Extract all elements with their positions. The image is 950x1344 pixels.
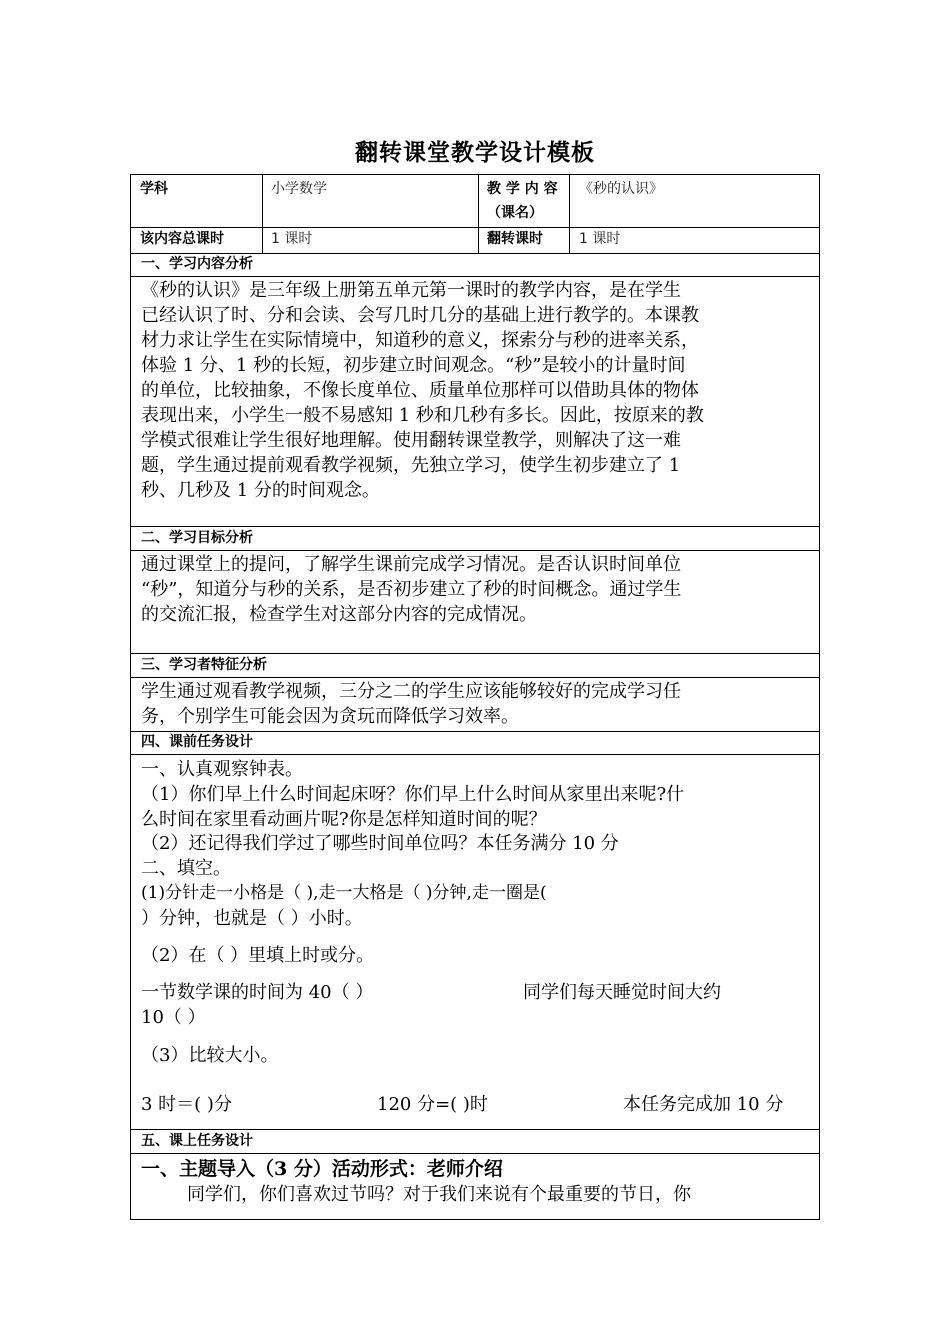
- row-divider: [131, 550, 819, 551]
- section-2-line: 的交流汇报，检查学生对这部分内容的完成情况。: [141, 604, 537, 625]
- row-divider: [131, 526, 819, 527]
- section-5-line: 同学们，你们喜欢过节吗？对于我们来说有个最重要的节日，你: [187, 1184, 691, 1205]
- task-score-note: 本任务完成加 10 分: [623, 1094, 784, 1115]
- section-1-line: 已经认识了时、分和会读、会写几时几分的基础上进行教学的。本课教: [141, 305, 699, 326]
- section-3-title: 三、学习者特征分析: [141, 657, 267, 673]
- fill-blank-line: （2）在（ ）里填上时或分。: [141, 945, 375, 966]
- section-4-title: 四、课前任务设计: [141, 734, 253, 750]
- task-line: （2）还记得我们学过了哪些时间单位吗？本任务满分 10 分: [141, 833, 619, 854]
- flip-hours-label: 翻转课时: [487, 231, 543, 247]
- row-divider: [131, 1129, 819, 1130]
- page-title: 翻转课堂教学设计模板: [355, 140, 595, 166]
- content-value: 《秒的认识》: [579, 181, 663, 197]
- col-divider: [262, 175, 263, 253]
- design-table: [130, 174, 820, 1220]
- section-1-line: 的单位，比较抽象，不像长度单位、质量单位那样可以借助具体的物体: [141, 380, 699, 401]
- fill-blank-line: 一节数学课的时间为 40（ ）: [141, 982, 374, 1003]
- section-3-line: 学生通过观看教学视频，三分之二的学生应该能够较好的完成学习任: [141, 681, 681, 702]
- total-hours-value: 1 课时: [271, 231, 313, 247]
- section-1-title: 一、学习内容分析: [141, 256, 253, 272]
- subject-value: 小学数学: [271, 181, 327, 197]
- section-3-line: 务，个别学生可能会因为贪玩而降低学习效率。: [141, 706, 519, 727]
- task-line: 么时间在家里看动画片呢?你是怎样知道时间的呢？: [141, 809, 547, 830]
- col-divider: [569, 175, 570, 253]
- content-label: 教 学 内 容: [487, 181, 558, 197]
- fill-blank-line: 10（ ）: [141, 1007, 206, 1028]
- section-1-line: 《秒的认识》是三年级上册第五单元第一课时的教学内容，是在学生: [141, 280, 681, 301]
- section-1-line: 体验 1 分、1 秒的长短，初步建立时间观念。“秒”是较小的计量时间: [141, 355, 686, 376]
- section-1-line: 秒、几秒及 1 分的时间观念。: [141, 480, 380, 501]
- task-line: 一、认真观察钟表。: [141, 759, 303, 780]
- subject-label: 学科: [140, 181, 168, 197]
- task-line: （1）你们早上什么时间起床呀？你们早上什么时间从家里出来呢?什: [141, 784, 685, 805]
- total-hours-label: 该内容总课时: [140, 231, 224, 247]
- section-1-line: 材力求让学生在实际情境中，知道秒的意义，探索分与秒的进率关系，: [141, 330, 699, 351]
- compare-title: （3）比较大小。: [141, 1045, 279, 1066]
- section-5-title: 五、课上任务设计: [141, 1133, 253, 1149]
- section-2-title: 二、学习目标分析: [141, 530, 253, 546]
- topic-heading: 一、主题导入（3 分）活动形式：老师介绍: [141, 1158, 503, 1180]
- col-divider: [478, 175, 479, 253]
- section-2-line: “秒”，知道分与秒的关系，是否初步建立了秒的时间概念。通过学生: [141, 579, 682, 600]
- row-divider: [131, 754, 819, 755]
- section-1-line: 学模式很难让学生很好地理解。使用翻转课堂教学，则解决了这一难: [141, 430, 681, 451]
- section-2-line: 通过课堂上的提问，了解学生课前完成学习情况。是否认识时间单位: [141, 554, 681, 575]
- fill-blank-line: ）分钟，也就是（ ）小时。: [141, 908, 363, 929]
- compare-line: 120 分=( )时: [377, 1094, 488, 1115]
- fill-blank-line: (1)分针走一小格是（ ),走一大格是（ )分钟,走一圈是(: [141, 883, 547, 903]
- row-divider: [131, 653, 819, 654]
- row-divider: [131, 227, 819, 228]
- flip-hours-value: 1 课时: [579, 231, 621, 247]
- row-divider: [131, 276, 819, 277]
- row-divider: [131, 677, 819, 678]
- content-label-sub: （课名）: [487, 205, 543, 221]
- section-1-line: 题，学生通过提前观看教学视频，先独立学习，使学生初步建立了 1: [141, 455, 681, 476]
- compare-line: 3 时＝( )分: [141, 1094, 232, 1115]
- fill-blank-line: 同学们每天睡觉时间大约: [523, 982, 721, 1003]
- section-1-line: 表现出来，小学生一般不易感知 1 秒和几秒有多长。因此，按原来的教: [141, 405, 704, 426]
- row-divider: [131, 1153, 819, 1154]
- task-line: 二、填空。: [141, 858, 231, 879]
